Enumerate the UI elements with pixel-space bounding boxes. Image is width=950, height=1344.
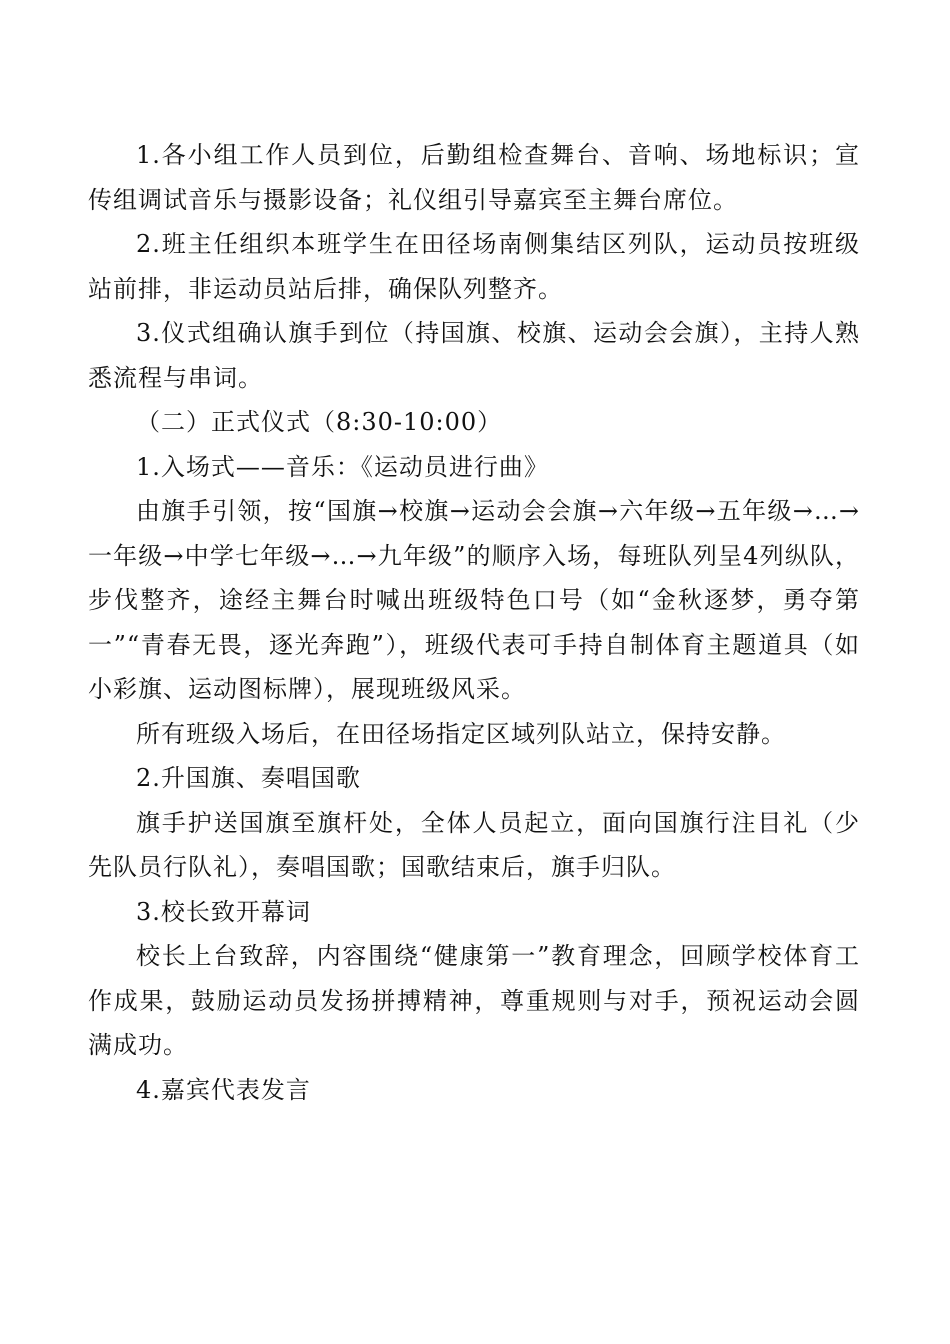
- section-heading-formal-ceremony: （二）正式仪式（8:30-10:00）: [136, 408, 503, 436]
- document-body: [88, 133, 860, 1112]
- paragraph-preparation-flag-bearers: 3.仪式组确认旗手到位（持国旗、校旗、运动会会旗），主持人熟悉流程与串词。: [88, 319, 860, 392]
- paragraph-preparation-staff: 1.各小组工作人员到位，后勤组检查舞台、音响、场地标识；宣传组调试音乐与摄影设备；礼仪组引导嘉宾至主舞台席位。: [88, 141, 860, 214]
- paragraph-flag-raising: 旗手护送国旗至旗杆处，全体人员起立，面向国旗行注目礼（少先队员行队礼），奏唱国歌；国歌结束后，旗手归队。: [88, 808, 860, 881]
- item-heading-guest-speech: 4.嘉宾代表发言: [136, 1075, 311, 1104]
- item-heading-flag-raising: 2.升国旗、奏唱国歌: [136, 764, 361, 792]
- paragraph-entrance-order: 由旗手引领，按“国旗→校旗→运动会会旗→六年级→五年级→…→一年级→中学七年级→…→九年级”的顺序入场，每班队列呈4列纵队，步伐整齐，途经主舞台时喊出班级特色口号（如“金秋逐梦，勇夺第一”“青春无畏，逐光奔跑”），班级代表可手持自制体育主题道具（如小彩旗、运动图标牌），展现班级风采。: [88, 497, 860, 703]
- item-heading-entrance: 1.入场式——音乐：《运动员进行曲》: [136, 452, 549, 481]
- paragraph-preparation-class-lineup: 2.班主任组织本班学生在田径场南侧集结区列队，运动员按班级站前排，非运动员站后排，确保队列整齐。: [88, 230, 860, 303]
- paragraph-principal-speech: 校长上台致辞，内容围绕“健康第一”教育理念，回顾学校体育工作成果，鼓励运动员发扬拼搏精神，尊重规则与对手，预祝运动会圆满成功。: [88, 942, 860, 1059]
- item-heading-principal-speech: 3.校长致开幕词: [136, 897, 311, 926]
- paragraph-entrance-standing: 所有班级入场后，在田径场指定区域列队站立，保持安静。: [136, 719, 786, 748]
